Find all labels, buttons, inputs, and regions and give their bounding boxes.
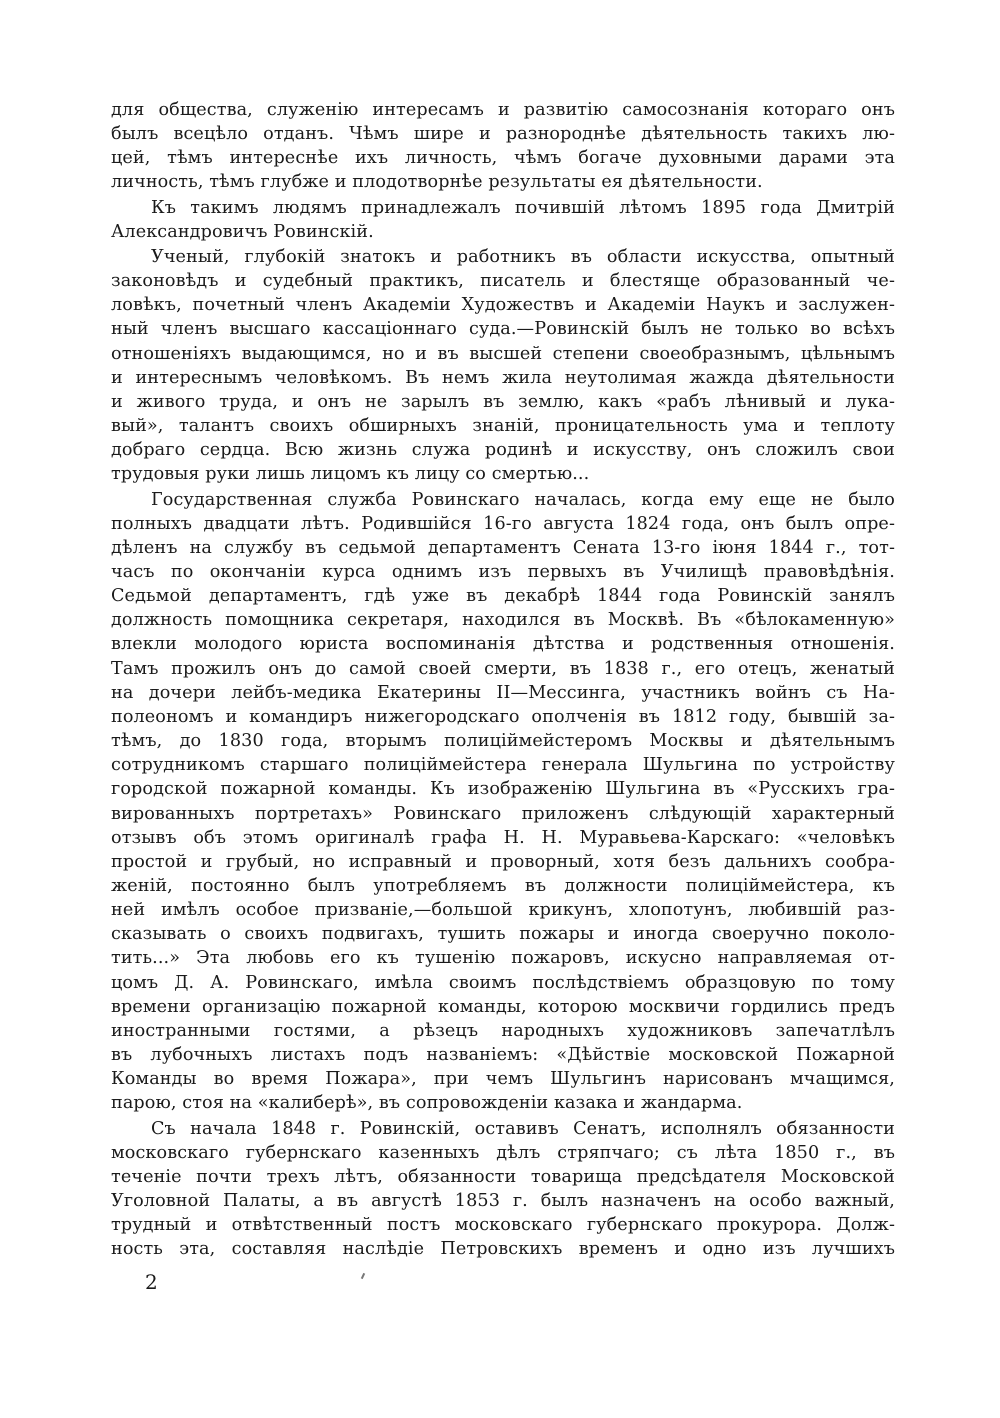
text-line: Тамъ прожилъ онъ до самой своей смерти, въ 1838 г., его отецъ, женатый xyxy=(111,658,895,679)
text-line: цомъ Д. А. Ровинскаго, имѣла своимъ послѣдствіемъ образцовую по тому xyxy=(111,972,895,993)
text-line: законовѣдъ и судебный практикъ, писатель и блестяще образованный че- xyxy=(111,271,895,292)
text-line: добраго сердца. Всю жизнь служа родинѣ и искусству, онъ сложилъ свои xyxy=(111,440,895,461)
text-line: Александровичъ Ровинскій. xyxy=(111,221,374,242)
text-line: на дочери лейбъ-медика Екатерины II—Мессинга, участникъ войнъ съ На- xyxy=(111,682,895,703)
text-line: иностранными гостями, а рѣзецъ народныхъ художниковъ запечатлѣлъ xyxy=(111,1020,895,1041)
text-line: Государственная служба Ровинскаго началась, когда ему еще не было xyxy=(151,489,895,510)
text-line: ность эта, составляя наслѣдіе Петровскихъ временъ и одно изъ лучшихъ xyxy=(111,1239,895,1260)
text-line: теченіе почти трехъ лѣтъ, обязанности товарища предсѣдателя Московской xyxy=(111,1166,895,1187)
text-line: цей, тѣмъ интереснѣе ихъ личность, чѣмъ богаче духовными дарами эта xyxy=(111,148,895,169)
text-line: трудный и отвѣтственный постъ московскаго губернскаго прокурора. Долж- xyxy=(111,1215,895,1236)
text-line: въ лубочныхъ листахъ подъ названіемъ: «Дѣйствіе московской Пожарной xyxy=(111,1045,895,1066)
text-line: женій, постоянно былъ употребляемъ въ должности полиціймейстера, къ xyxy=(111,876,895,896)
text-line: ней имѣлъ особое призваніе,—большой крикунъ, хлопотунъ, любившій раз- xyxy=(111,900,895,921)
text-line: личность, тѣмъ глубже и плодотворнѣе результаты ея дѣятельности. xyxy=(111,172,763,193)
text-line: тить...» Эта любовь его къ тушенію пожаровъ, искусно направляемая от- xyxy=(111,948,895,969)
paragraph-3 xyxy=(111,245,895,487)
paragraph-4 xyxy=(111,488,895,1116)
text-line: Седьмой департаментъ, гдѣ уже въ декабрѣ 1844 года Ровинскій занялъ xyxy=(111,586,895,607)
text-line: часъ по окончаніи курса однимъ изъ первыхъ въ Училищѣ правовѣдѣнія. xyxy=(111,561,895,582)
text-line: Съ начала 1848 г. Ровинскій, оставивъ Сенатъ, исполнялъ обязанности xyxy=(151,1118,895,1139)
text-line: полеономъ и командиръ нижегородскаго ополченія въ 1812 году, бывшій за- xyxy=(111,706,895,727)
text-line: должность помощника секретаря, находился въ Москвѣ. Въ «бѣлокаменную» xyxy=(111,610,895,631)
text-line: былъ всецѣло отданъ. Чѣмъ шире и разнороднѣе дѣятельность такихъ лю- xyxy=(111,124,895,145)
text-line: Команды во время Пожара», при чемъ Шульгинъ нарисованъ мчащимся, xyxy=(111,1069,895,1090)
text-line: вый», талантъ своихъ обширныхъ знаній, проницательность ума и теплоту xyxy=(111,416,895,437)
text-line: ный членъ высшаго кассаціоннаго суда.—Ровинскій былъ не только во всѣхъ xyxy=(111,319,895,340)
text-line: парою, стоя на «калиберѣ», въ сопровожденіи казака и жандарма. xyxy=(111,1093,743,1114)
paragraph-5 xyxy=(111,1117,895,1262)
text-line: отношеніяхъ выдающимся, но и въ высшей степени своеобразнымъ, цѣльнымъ xyxy=(111,343,895,364)
text-line: простой и грубый, но исправный и проворный, хотя безъ дальнихъ сообра- xyxy=(111,851,895,872)
text-line: сотрудникомъ старшаго полиціймейстера генерала Шульгина по устройству xyxy=(111,755,895,776)
text-line: и интереснымъ человѣкомъ. Въ немъ жила неутолимая жажда дѣятельности xyxy=(111,367,895,388)
text-line: полныхъ двадцати лѣтъ. Родившійся 16-го августа 1824 года, онъ былъ опре- xyxy=(111,513,895,534)
text-line: влекли молодого юриста воспоминанія дѣтства и родственныя отношенія. xyxy=(111,634,895,655)
scan-speck xyxy=(361,1273,365,1279)
text-line: московскаго губернскаго казенныхъ дѣлъ стряпчаго; съ лѣта 1850 г., въ xyxy=(111,1142,895,1163)
text-line: Ученый, глубокій знатокъ и работникъ въ области искусства, опытный xyxy=(151,246,895,267)
text-line: Къ такимъ людямъ принадлежалъ почившій лѣтомъ 1895 года Дмитрій xyxy=(151,197,895,218)
text-line: дѣленъ на службу въ седьмой департаментъ Сената 13-го іюня 1844 г., тот- xyxy=(111,537,895,558)
text-line: трудовыя руки лишь лицомъ къ лицу со смертью... xyxy=(111,464,590,485)
page-number: 2 xyxy=(145,1270,158,1294)
text-line: сказывать о своихъ подвигахъ, тушить пожары и иногда своеручно поколо- xyxy=(111,924,895,945)
text-line: отзывъ объ этомъ оригиналѣ графа Н. Н. Муравьева-Карскаго: «человѣкъ xyxy=(111,827,895,848)
text-line: для общества, служенію интересамъ и развитію самосознанія котораго онъ xyxy=(111,100,895,120)
body-text xyxy=(111,98,895,1262)
text-line: Уголовной Палаты, а въ августѣ 1853 г. былъ назначенъ на особо важный, xyxy=(111,1191,895,1212)
text-line: городской пожарной команды. Къ изображенію Шульгина въ «Русскихъ гра- xyxy=(111,779,895,800)
text-line: вированныхъ портретахъ» Ровинскаго приложенъ слѣдующій характерный xyxy=(111,803,895,824)
paragraph-1 xyxy=(111,98,895,195)
text-line: и живого труда, и онъ не зарылъ въ землю, какъ «рабъ лѣнивый и лука- xyxy=(111,391,895,412)
text-line: времени организацію пожарной команды, которою москвичи гордились предъ xyxy=(111,996,895,1017)
paragraph-2 xyxy=(111,196,895,244)
text-line: ловѣкъ, почетный членъ Академіи Художествъ и Академіи Наукъ и заслужен- xyxy=(111,295,895,316)
text-line: тѣмъ, до 1830 года, вторымъ полиціймейстеромъ Москвы и дѣятельнымъ xyxy=(111,731,895,752)
